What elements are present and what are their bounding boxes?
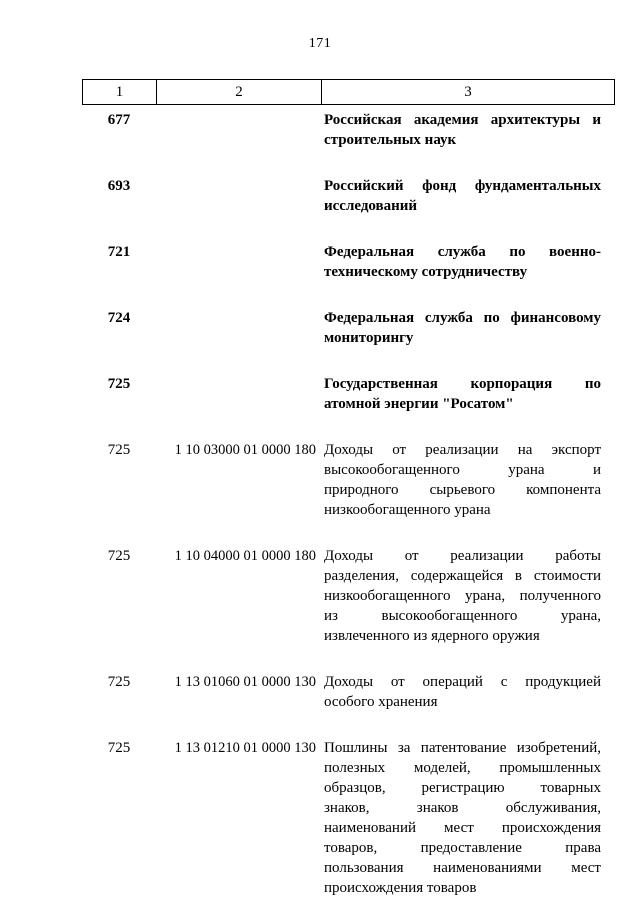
description-line: Доходы от операций с продукцией (324, 674, 601, 690)
description-line: высокообогащенного урана и (324, 462, 601, 478)
description-cell (321, 440, 601, 520)
description-line: строительных наук (324, 132, 457, 148)
admin-code-cell: 725 (107, 674, 131, 690)
admin-code-cell: 677 (107, 112, 131, 128)
table-body (82, 110, 615, 898)
description-line: пользования наименованиями мест (324, 860, 601, 876)
description-line: наименований мест происхождения (324, 820, 601, 836)
table-row (82, 738, 615, 898)
table-row (82, 176, 615, 216)
description-cell (321, 546, 601, 646)
table-row (82, 546, 615, 646)
table-row (82, 242, 615, 282)
description-line: техническому сотрудничеству (324, 264, 528, 280)
description-cell (321, 738, 601, 898)
admin-code-cell: 724 (107, 310, 131, 326)
admin-code-cell: 725 (107, 548, 131, 564)
table-row (82, 110, 615, 150)
description-line: происхождения товаров (324, 880, 477, 896)
description-line: Государственная корпорация по (324, 376, 601, 392)
description-line: из высокообогащенного урана, (324, 608, 601, 624)
description-line: низкообогащенного урана, полученного (324, 588, 601, 604)
column-header-2: 2 (157, 80, 322, 104)
description-line: Российский фонд фундаментальных (324, 178, 601, 194)
admin-code-cell: 725 (107, 376, 131, 392)
table-row (82, 308, 615, 348)
table-row (82, 374, 615, 414)
description-cell (321, 110, 601, 150)
column-header-1: 1 (83, 80, 157, 104)
description-line: разделения, содержащейся в стоимости (324, 568, 601, 584)
description-line: полезных моделей, промышленных (324, 760, 601, 776)
description-line: мониторингу (324, 330, 414, 346)
description-cell (321, 672, 601, 712)
description-line: Российская академия архитектуры и (324, 112, 601, 128)
description-line: Пошлины за патентование изобретений, (324, 740, 601, 756)
description-line: извлеченного из ядерного оружия (324, 628, 540, 644)
description-line: знаков, знаков обслуживания, (324, 800, 601, 816)
budget-code-cell: 1 13 01060 01 0000 130 (174, 674, 316, 690)
description-line: атомной энергии "Росатом" (324, 396, 514, 412)
description-cell (321, 308, 601, 348)
page-number: 171 (308, 36, 332, 51)
description-line: Федеральная служба по финансовому (324, 310, 601, 326)
description-cell (321, 374, 601, 414)
budget-code-cell: 1 10 04000 01 0000 180 (174, 548, 316, 564)
description-line: Доходы от реализации работы (324, 548, 601, 564)
description-line: образцов, регистрацию товарных (324, 780, 601, 796)
description-line: Доходы от реализации на экспорт (324, 442, 601, 458)
budget-code-cell: 1 13 01210 01 0000 130 (174, 740, 316, 756)
description-line: исследований (324, 198, 418, 214)
description-line: особого хранения (324, 694, 438, 710)
admin-code-cell: 721 (107, 244, 131, 260)
table-row (82, 672, 615, 712)
description-line: Федеральная служба по военно- (324, 244, 601, 260)
description-line: товаров, предоставление права (324, 840, 601, 856)
description-cell (321, 242, 601, 282)
description-cell (321, 176, 601, 216)
admin-code-cell: 693 (107, 178, 131, 194)
table-header-row (82, 79, 615, 105)
description-line: низкообогащенного урана (324, 502, 491, 518)
description-line: природного сырьевого компонента (324, 482, 601, 498)
budget-code-cell: 1 10 03000 01 0000 180 (174, 442, 316, 458)
admin-code-cell: 725 (107, 442, 131, 458)
column-header-3: 3 (464, 84, 472, 100)
table-row (82, 440, 615, 520)
admin-code-cell: 725 (107, 740, 131, 756)
